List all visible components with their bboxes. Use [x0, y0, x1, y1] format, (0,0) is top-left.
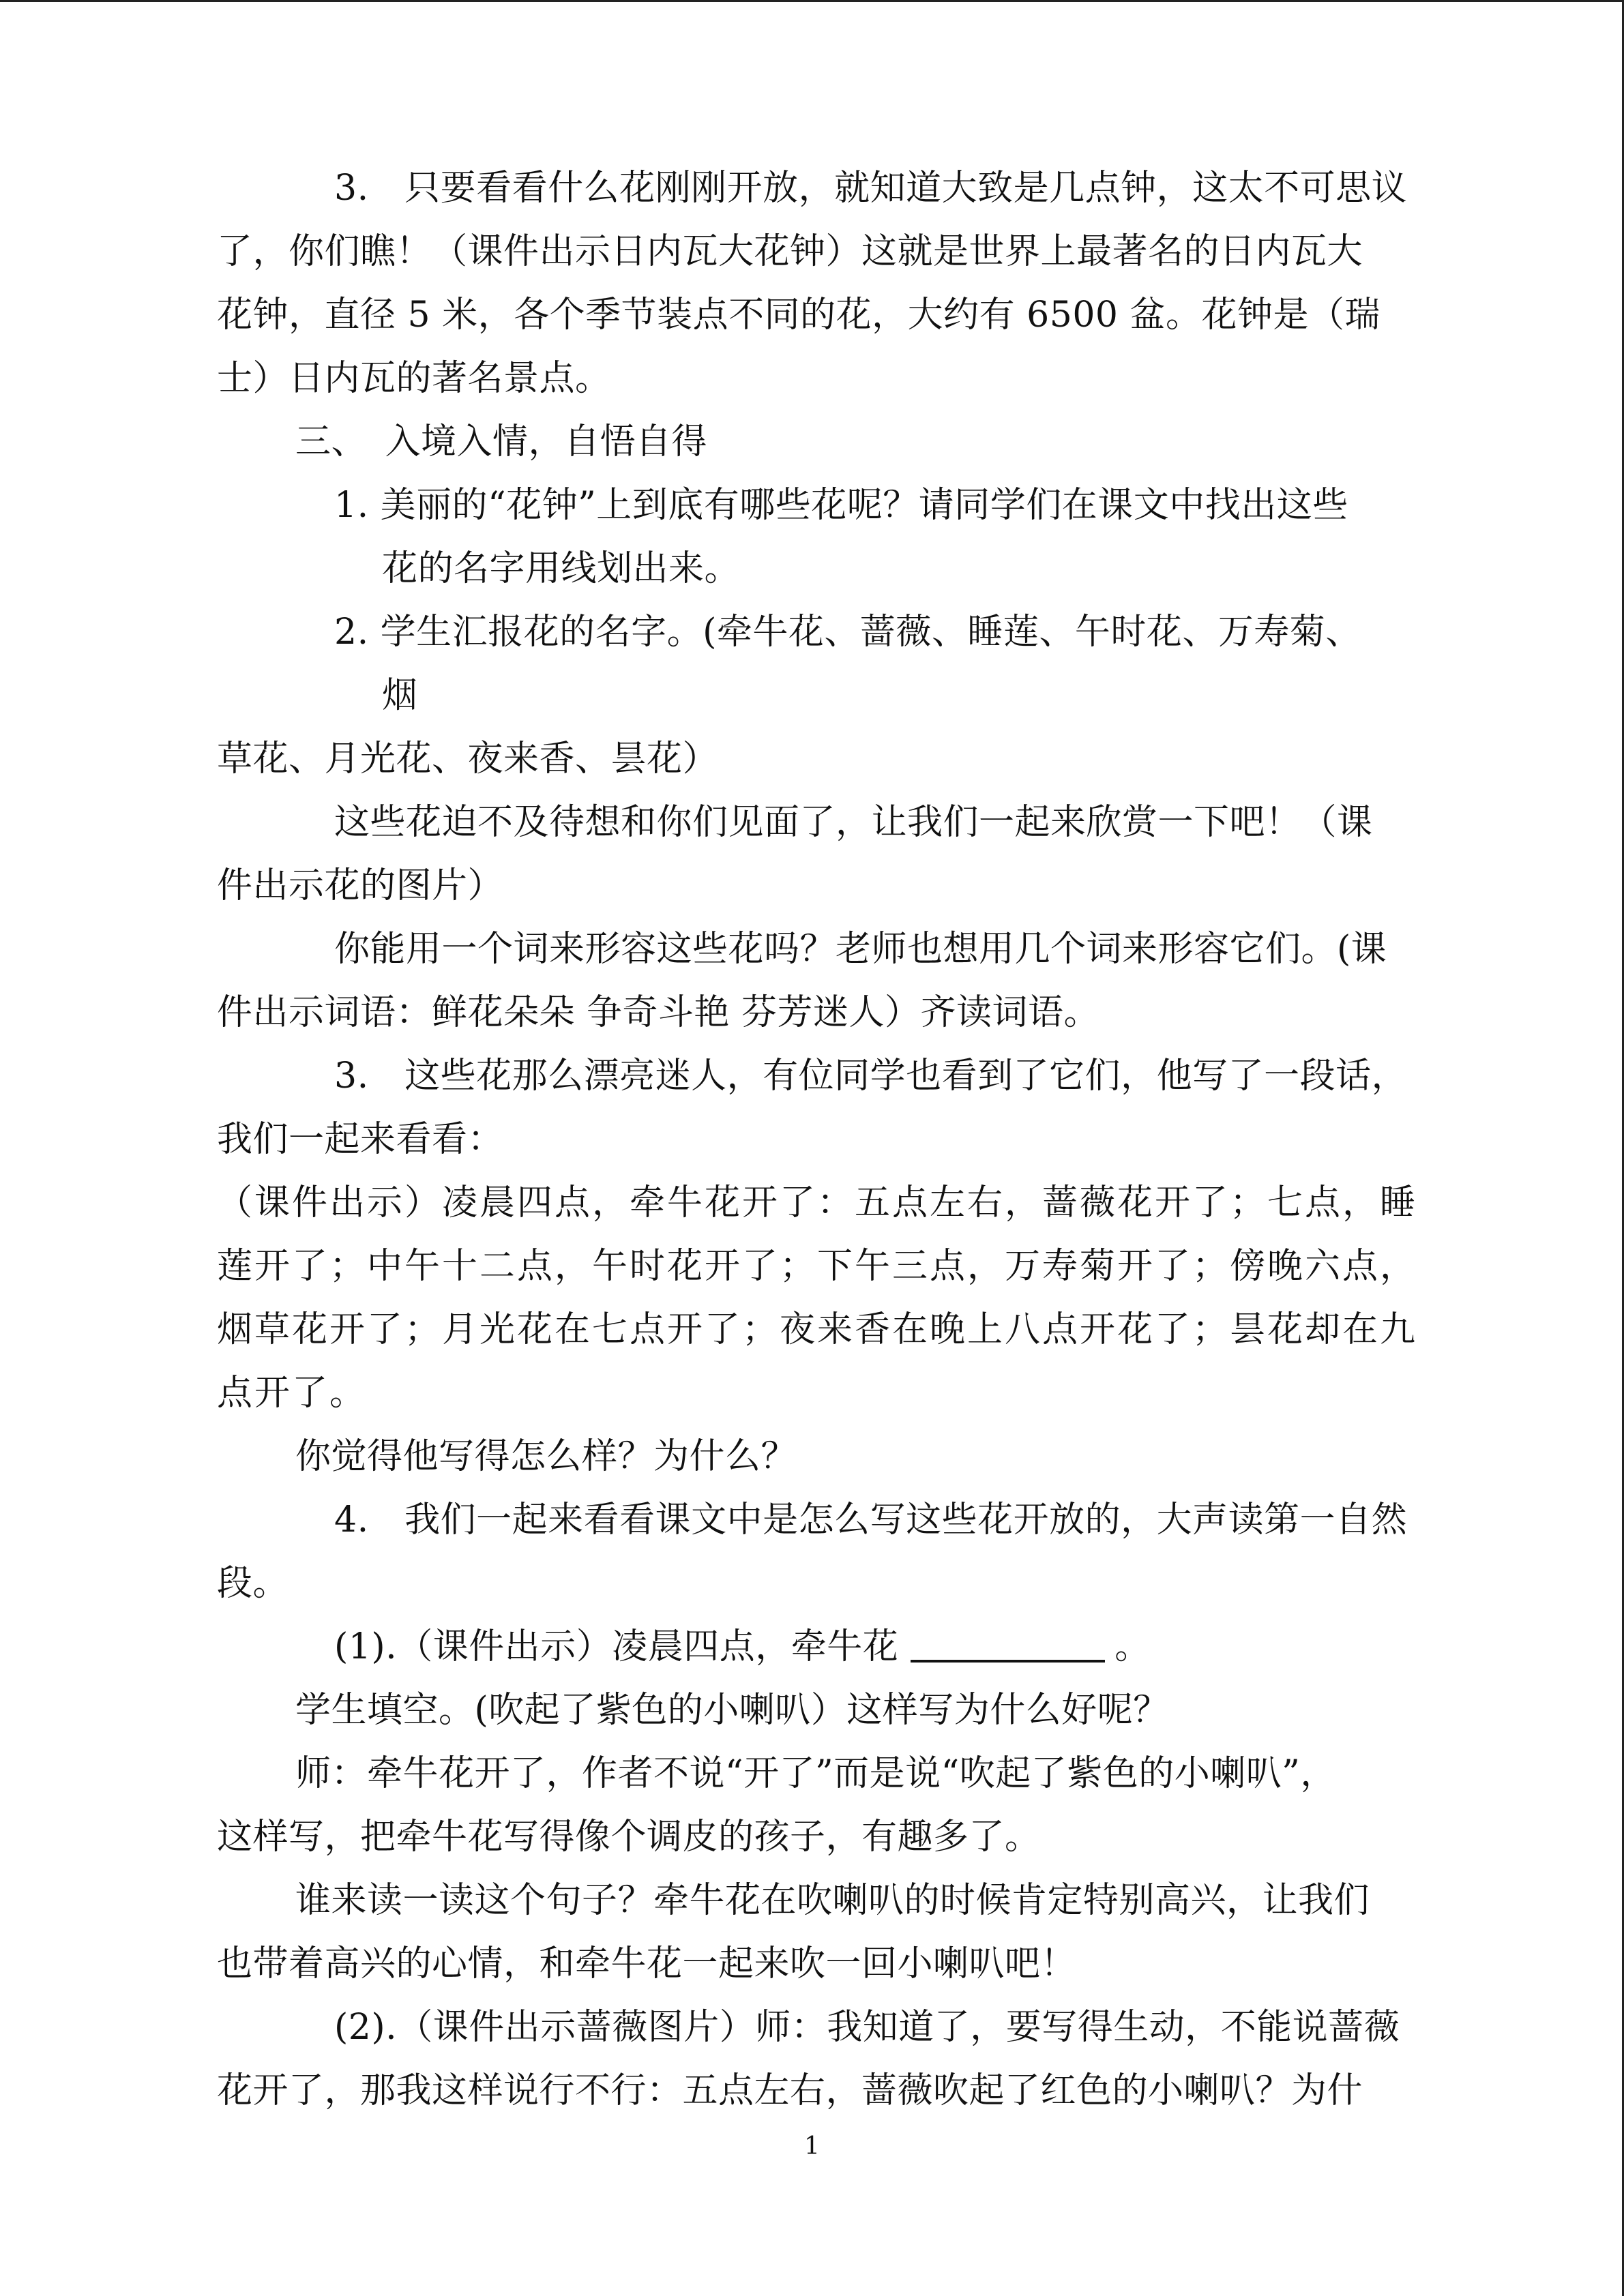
paragraph-line: 这些花迫不及待想和你们见面了，让我们一起来欣赏一下吧！（课 — [334, 802, 1373, 843]
paragraph-line: 3. 这些花那么漂亮迷人，有位同学也看到了它们，他写了一段话， — [334, 1056, 1408, 1097]
paragraph-line: 也带着高兴的心情，和牵牛花一起来吹一回小喇叭吧！ — [217, 1943, 1077, 1984]
fill-in-end: 。 — [1114, 1626, 1151, 1667]
paragraph-line: 你觉得他写得怎么样？为什么？ — [295, 1436, 797, 1477]
paragraph-line: 件出示花的图片） — [217, 865, 504, 906]
section-heading: 三、 入境入情，自悟自得 — [295, 421, 708, 462]
quoted-passage-line: （课件出示）凌晨四点，牵牛花开了：五点左右，蔷薇花开了；七点，睡 — [217, 1182, 1418, 1223]
paragraph-line: 士）日内瓦的著名景点。 — [217, 358, 611, 399]
quoted-passage-line: 烟草花开了；月光花在七点开了；夜来香在晚上八点开花了；昙花却在九 — [217, 1309, 1418, 1350]
paragraph-line: 了，你们瞧！（课件出示日内瓦大花钟）这就是世界上最著名的日内瓦大 — [217, 231, 1363, 272]
paragraph-line: 花开了，那我这样说行不行：五点左右，蔷薇吹起了红色的小喇叭？为什 — [217, 2070, 1363, 2111]
paragraph-line: 段。 — [217, 1563, 289, 1604]
list-item: 2. 学生汇报花的名字。(牵牛花、蔷薇、睡莲、午时花、万寿菊、 — [334, 612, 1361, 653]
fill-in-blank-line — [217, 1615, 1475, 1679]
paragraph-line: 3. 只要看看什么花刚刚开放，就知道大致是几点钟，这太不可思议 — [334, 168, 1408, 209]
document-body — [217, 157, 1475, 2123]
quoted-passage-line: 莲开了；中午十二点，午时花开了；下午三点，万寿菊开了；傍晚六点， — [217, 1246, 1418, 1287]
fill-in-blank — [911, 1622, 1105, 1663]
paragraph-line: 草花、月光花、夜来香、昙花） — [217, 739, 719, 779]
paragraph-line: 件出示词语：鲜花朵朵 争奇斗艳 芬芳迷人）齐读词语。 — [217, 992, 1100, 1033]
paragraph-line: 师：牵牛花开了，作者不说“开了”而是说“吹起了紫色的小喇叭”， — [295, 1753, 1336, 1794]
list-item: 1. 美丽的“花钟”上到底有哪些花呢？请同学们在课文中找出这些 — [334, 485, 1348, 526]
paragraph-line: (2).（课件出示蔷薇图片）师：我知道了，要写得生动，不能说蔷薇 — [334, 2007, 1400, 2048]
paragraph-line: 学生填空。(吹起了紫色的小喇叭）这样写为什么好呢？ — [295, 1690, 1169, 1731]
paragraph-line: 我们一起来看看： — [217, 1119, 504, 1160]
paragraph-line: 这样写，把牵牛花写得像个调皮的孩子，有趣多了。 — [217, 1817, 1041, 1858]
paragraph-line: 你能用一个词来形容这些花吗？老师也想用几个词来形容它们。(课 — [334, 929, 1387, 970]
list-item-continuation: 烟 — [382, 675, 418, 716]
quoted-passage-line: 点开了。 — [217, 1373, 368, 1414]
paragraph-line: 花钟，直径 5 米，各个季节装点不同的花，大约有 6500 盆。花钟是（瑞 — [217, 295, 1381, 336]
list-item-continuation: 花的名字用线划出来。 — [382, 548, 741, 589]
page-number: 1 — [804, 2132, 820, 2160]
paragraph-line: 谁来读一读这个句子？牵牛花在吹喇叭的时候肯定特别高兴，让我们 — [295, 1880, 1370, 1921]
fill-in-prompt: (1).（课件出示）凌晨四点，牵牛花 — [334, 1626, 899, 1667]
paragraph-line: 4. 我们一起来看看课文中是怎么写这些花开放的，大声读第一自然 — [334, 1500, 1408, 1540]
